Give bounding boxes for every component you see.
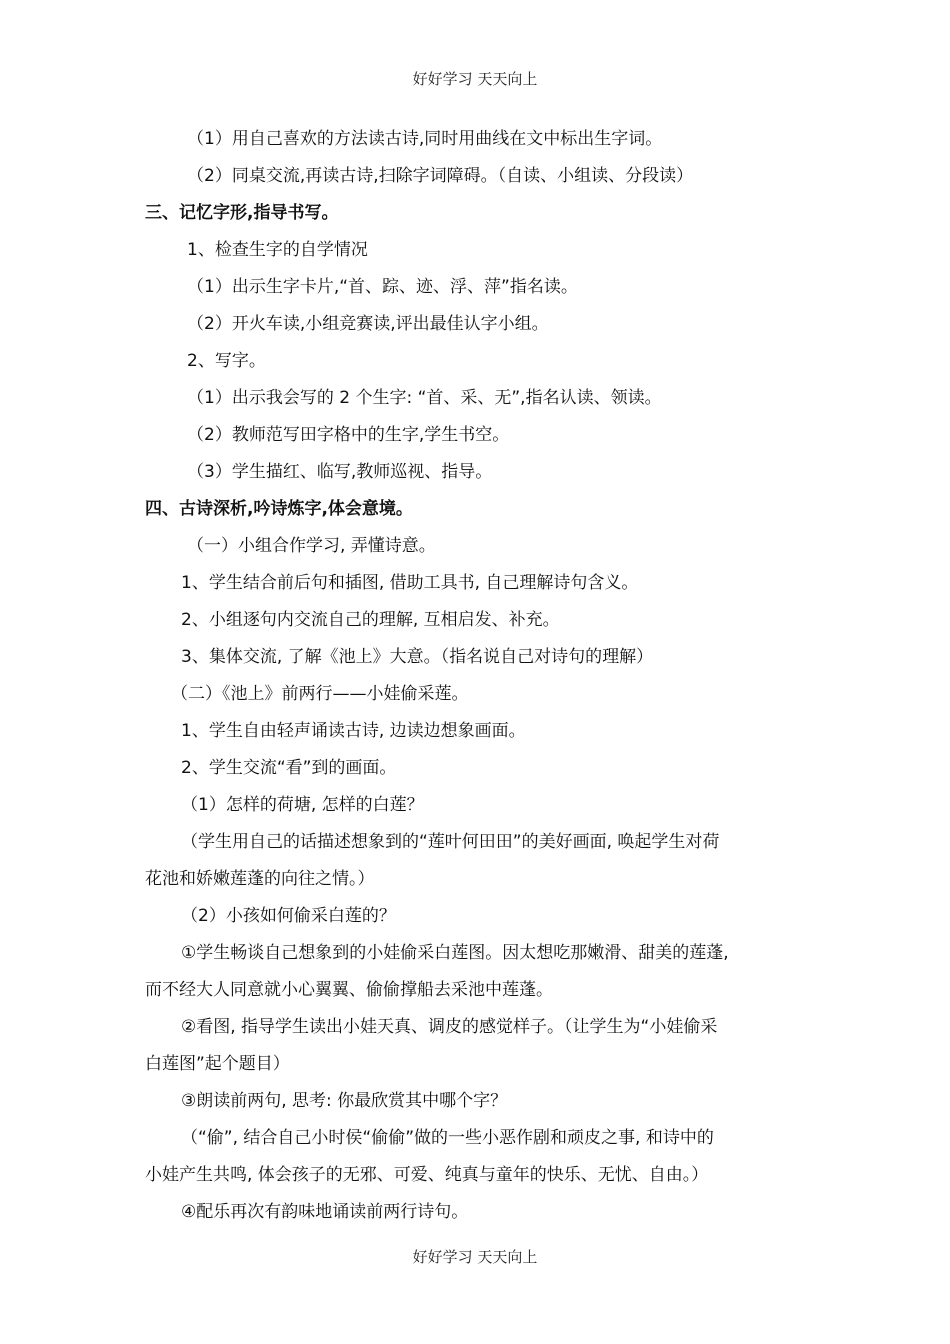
paragraph-line: （“偷”, 结合自己小时侯“偷偷”做的一些小恶作剧和顽皮之事, 和诗中的	[181, 1128, 714, 1148]
page-header: 好好学习 天天向上	[412, 70, 538, 88]
text-line: 2、小组逐句内交流自己的理解, 互相启发、补充。	[181, 610, 560, 630]
text-line: 2、学生交流“看”到的画面。	[181, 758, 397, 778]
text-line: （2）教师范写田字格中的生字,学生书空。	[187, 425, 510, 445]
text-line: 1、检查生字的自学情况	[187, 240, 368, 260]
page-footer: 好好学习 天天向上	[412, 1248, 538, 1266]
text-line: 2、写字。	[187, 351, 266, 371]
text-line: （1）用自己喜欢的方法读古诗,同时用曲线在文中标出生字词。	[187, 129, 663, 149]
paragraph-line: 花池和娇嫩莲蓬的向往之情。）	[145, 869, 375, 889]
paragraph-line: （学生用自己的话描述想象到的“莲叶何田田”的美好画面, 唤起学生对荷	[181, 832, 720, 852]
section-heading: 三、记忆字形,指导书写。	[145, 203, 339, 223]
text-line: （二）《池上》前两行——小娃偷采莲。	[171, 684, 469, 704]
text-line: 1、学生结合前后句和插图, 借助工具书, 自己理解诗句含义。	[181, 573, 639, 593]
text-line: ④配乐再次有韵味地诵读前两行诗句。	[181, 1202, 469, 1222]
text-line: （2）开火车读,小组竞赛读,评出最佳认字小组。	[187, 314, 549, 334]
text-line: （1）出示我会写的 2 个生字: “首、采、无”,指名认读、领读。	[187, 388, 662, 408]
document-body	[145, 121, 810, 1231]
text-line: （一）小组合作学习, 弄懂诗意。	[187, 536, 436, 556]
paragraph-line: 小娃产生共鸣, 体会孩子的无邪、可爱、纯真与童年的快乐、无忧、自由。）	[145, 1165, 709, 1185]
text-line: （2）小孩如何偷采白莲的？	[181, 906, 396, 926]
paragraph-line: 而不经大人同意就小心翼翼、偷偷撑船去采池中莲蓬。	[145, 980, 553, 1000]
text-line: ③朗读前两句, 思考: 你最欣赏其中哪个字？	[181, 1091, 508, 1111]
text-line: （1）出示生字卡片,“首、踪、迹、浮、萍”指名读。	[187, 277, 578, 297]
section-heading: 四、古诗深析,吟诗炼字,体会意境。	[145, 499, 413, 519]
paragraph-line: 白莲图”起个题目）	[145, 1054, 290, 1074]
paragraph-line: ②看图, 指导学生读出小娃天真、调皮的感觉样子。（让学生为“小娃偷采	[181, 1017, 718, 1037]
text-line: 3、集体交流, 了解《池上》大意。（指名说自己对诗句的理解）	[181, 647, 654, 667]
text-line: （3）学生描红、临写,教师巡视、指导。	[187, 462, 493, 482]
text-line: （1）怎样的荷塘, 怎样的白莲？	[181, 795, 424, 815]
text-line: 1、学生自由轻声诵读古诗, 边读边想象画面。	[181, 721, 526, 741]
paragraph-line: ①学生畅谈自己想象到的小娃偷采白莲图。因太想吃那嫩滑、甜美的莲蓬,	[181, 943, 729, 963]
text-line: （2）同桌交流,再读古诗,扫除字词障碍。（自读、小组读、分段读）	[187, 166, 694, 186]
